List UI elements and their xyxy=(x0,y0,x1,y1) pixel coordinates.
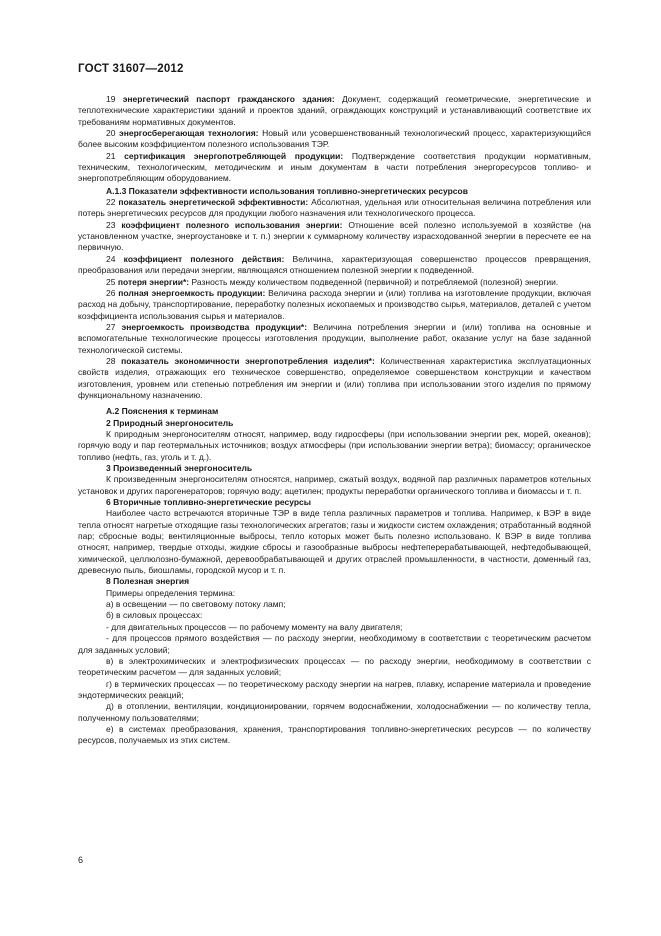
explanation-heading-text: 6 Вторичные топливно-энергетические ресурсы xyxy=(106,497,312,508)
explanation-heading xyxy=(78,576,591,587)
term-definition: Величина, характеризующая совершенство процессов превращения, преобразования или передачи энергии, являющаяся отношением полезной энергии к подведенной. xyxy=(78,253,591,276)
term-name: энергоемкость производства продукции*: xyxy=(121,321,308,332)
term-number: 23 xyxy=(106,219,116,230)
term-name: показатель энергетической эффективности: xyxy=(118,197,309,208)
list-item: - для двигательных процессов — по рабочему моменту на валу двигателя; xyxy=(106,621,403,632)
explanation-paragraph: К природным энергоносителям относят, например, воду гидросферы (при использовании энергии рек, морей, океанов); горячую воду и пар геотермальных источников; воздух атмосферы (при использовании энергии ветра); биомассу; органическое топливо (нефть, газ, уголь и т. д.). xyxy=(78,428,591,462)
term-name: сертификация энергопотребляющей продукции: xyxy=(124,150,344,161)
term-definition: Количественная характеристика эксплуатационных свойств изделия, отражающих его техническое совершенство, определяемое совершенством конструкции и качеством изготовления, уровнем или степенью потребления им энергии и (или) топлива при использовании этого изделия по прямому функциональному назначению. xyxy=(78,355,591,400)
term-definition: Величина расхода энергии и (или) топлива на изготовление продукции, включая расход на добычу, транспортирование, переработку полезных ископаемых и производство сырья, материалов, деталей с учетом коэффициента использования сырья и материалов. xyxy=(78,287,591,321)
term-name: потеря энергии*: xyxy=(117,276,190,287)
explanation-paragraph: Наиболее часто встречаются вторичные ТЭР в виде тепла различных параметров и топлива. Например, к ВЭР в виде тепла относят нагретые отходящие газы технологических агрегатов; газы и жидкости систем охлаждения; отработанный водяной пар; сбросные воды; вентиляционные выбросы, тепло которых может быть полезно использовано. К ВЭР в виде топлива относят, например, твердые отходы, жидкие сбросы и газообразные выбросы нефтеперерабатывающей, нефтедобывающей, химической, целлюлозно-бумажной, деревообрабатывающей и других отраслей промышленности, в частности, доменный газ, древесную пыль, биошламы, городской мусор и т. п. xyxy=(78,508,591,576)
term-entry xyxy=(78,197,591,220)
term-entry xyxy=(78,322,591,356)
term-number: 21 xyxy=(106,150,116,161)
explanation-heading xyxy=(78,497,591,508)
explanation-heading xyxy=(78,463,591,474)
term-definition: Величина потребления энергии и (или) топлива на основные и вспомогательные технологические процессы изготовления продукции, выполнение работ, оказание услуг на базе заданной технологической системы. xyxy=(78,321,591,355)
term-definition: Подтверждение соответствия продукции нормативным, техническим, технологическим, методическим и иным документам в части потребления энергоресурсов топливо- и энергопотребляющим оборудованием. xyxy=(78,150,591,184)
term-name: энергосберегающая технология: xyxy=(119,128,259,139)
term-definition: Документ, содержащий геометрические, энергетические и теплотехнические характеристики зданий и проектов зданий, ограждающих конструкций и устанавливающий соответствие их требованиям нормативных документов. xyxy=(78,94,591,127)
term-definition: Абсолютная, удельная или относительная величина потребления или потерь энергетических ресурсов для продукции любого назначения или технологического процесса. xyxy=(78,197,591,219)
term-name: полная энергоемкость продукции: xyxy=(118,287,266,298)
term-number: 24 xyxy=(106,253,116,264)
term-entry xyxy=(78,288,591,322)
document-body xyxy=(78,94,591,747)
term-number: 25 xyxy=(106,276,116,287)
term-number: 19 xyxy=(106,94,116,104)
term-definition: Разность между количеством подведенной (первичной) и потребляемой (полезной) энергии. xyxy=(191,276,559,287)
explanation-paragraph: К произведенным энергоносителям относятся, например, сжатый воздух, водяной пар различных параметров котельных установок и других парогенераторов; горячую воду; ацетилен; продукты переработки органического топлива и биомассы и т. п. xyxy=(78,474,591,496)
term-entry xyxy=(78,254,591,277)
term-number: 27 xyxy=(106,321,116,332)
term-definition: Новый или усовершенствованный технологический процесс, характеризующийся более высоким коэффициентом полезного использования ТЭР. xyxy=(78,128,591,150)
explanation-heading-text: 2 Природный энергоноситель xyxy=(106,417,234,428)
subsection-heading xyxy=(78,186,591,197)
list-item: г) в термических процессах — по теоретическому расходу энергии на нагрев, плавку, испарение материала и проведение эндотермических реакций; xyxy=(78,678,591,700)
term-entry xyxy=(78,277,591,288)
term-entry xyxy=(78,356,591,401)
list-item: в) в электрохимических и электрофизических процессах — по расходу энергии, необходимому в соответствии с теоретическим расчетом — для заданных условий; xyxy=(78,655,591,678)
term-entry xyxy=(78,128,591,151)
subsection-heading-text: А.1.3 Показатели эффективности использования топливно-энергетических ресурсов xyxy=(106,185,468,196)
term-entry xyxy=(78,220,591,254)
explanation-heading xyxy=(78,418,591,429)
page-number: 6 xyxy=(78,855,84,865)
list-item: е) в системах преобразования, хранения, транспортирования топливно-энергетических ресурсов — по количеству ресурсов, получаемых из этих систем. xyxy=(78,723,591,746)
term-definition: Отношение всей полезно используемой в хозяйстве (на установленном участке, энергоустановке и т. п.) энергии к суммарному количеству израсходованной энергии в пересчете ее на первичную. xyxy=(78,219,591,253)
term-number: 28 xyxy=(106,355,116,366)
term-name: коэффициент полезного использования энергии: xyxy=(121,219,343,230)
term-number: 20 xyxy=(106,128,116,139)
section-heading xyxy=(78,406,591,417)
explanation-heading-text: 3 Произведенный энергоноситель xyxy=(106,463,253,473)
term-entry xyxy=(78,94,591,128)
term-number: 26 xyxy=(106,287,116,298)
term-name: коэффициент полезного действия: xyxy=(123,253,285,264)
section-heading-text: А.2 Пояснения к терминам xyxy=(106,406,219,417)
list-item: д) в отоплении, вентиляции, кондиционировании, горячем водоснабжении, холодоснабжении — по количеству тепла, полученному пользователями; xyxy=(78,701,591,723)
list-item: а) в освещении — по световому потоку ламп; xyxy=(106,599,286,610)
term-name: энергетический паспорт гражданского здания: xyxy=(122,94,335,104)
term-entry xyxy=(78,151,591,185)
document-header: ГОСТ 31607—2012 xyxy=(78,63,184,75)
explanation-paragraph: Примеры определения термина: xyxy=(106,587,236,598)
list-item: б) в силовых процессах: xyxy=(106,610,203,621)
list-item: - для процессов прямого воздействия — по расходу энергии, необходимому в соответствии с теоретическим расчетом для заданных условий; xyxy=(78,633,591,655)
term-name: показатель экономичности энергопотребления изделия*: xyxy=(121,355,375,366)
term-number: 22 xyxy=(106,197,116,208)
explanation-heading-text: 8 Полезная энергия xyxy=(106,576,190,587)
